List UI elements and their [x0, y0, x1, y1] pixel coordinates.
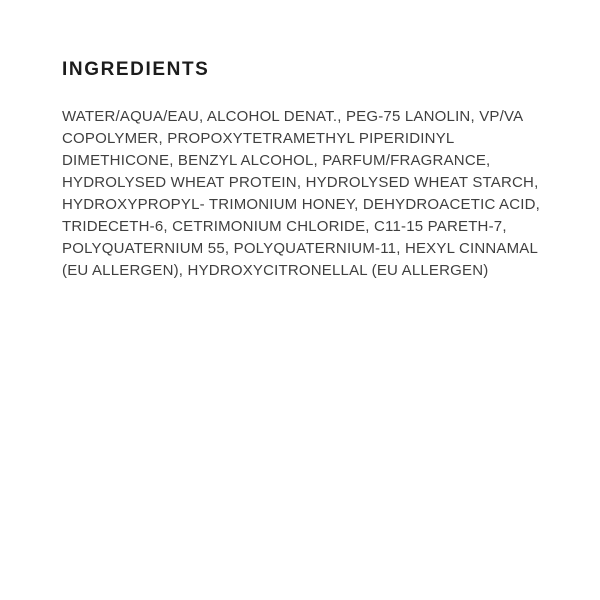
ingredients-line: DIMETHICONE, BENZYL ALCOHOL, PARFUM/FRAGRANCE,: [62, 152, 491, 169]
ingredients-line: HYDROLYSED WHEAT PROTEIN, HYDROLYSED WHEAT STARCH,: [62, 174, 539, 191]
ingredients-line: (EU ALLERGEN), HYDROXYCITRONELLAL (EU ALLERGEN): [62, 262, 489, 279]
ingredients-line: POLYQUATERNIUM 55, POLYQUATERNIUM-11, HEXYL CINNAMAL: [62, 240, 539, 257]
ingredients-line: COPOLYMER, PROPOXYTETRAMETHYL PIPERIDINYL: [62, 130, 455, 147]
ingredients-line: WATER/AQUA/EAU, ALCOHOL DENAT., PEG-75 LANOLIN, VP/VA: [62, 108, 524, 125]
ingredients-line: HYDROXYPROPYL- TRIMONIUM HONEY, DEHYDROACETIC ACID,: [62, 196, 541, 213]
ingredients-text: [62, 106, 554, 282]
ingredients-heading: INGREDIENTS: [62, 59, 210, 80]
ingredients-line: TRIDECETH-6, CETRIMONIUM CHLORIDE, C11-15 PARETH-7,: [62, 218, 507, 235]
ingredients-panel: [62, 59, 554, 282]
